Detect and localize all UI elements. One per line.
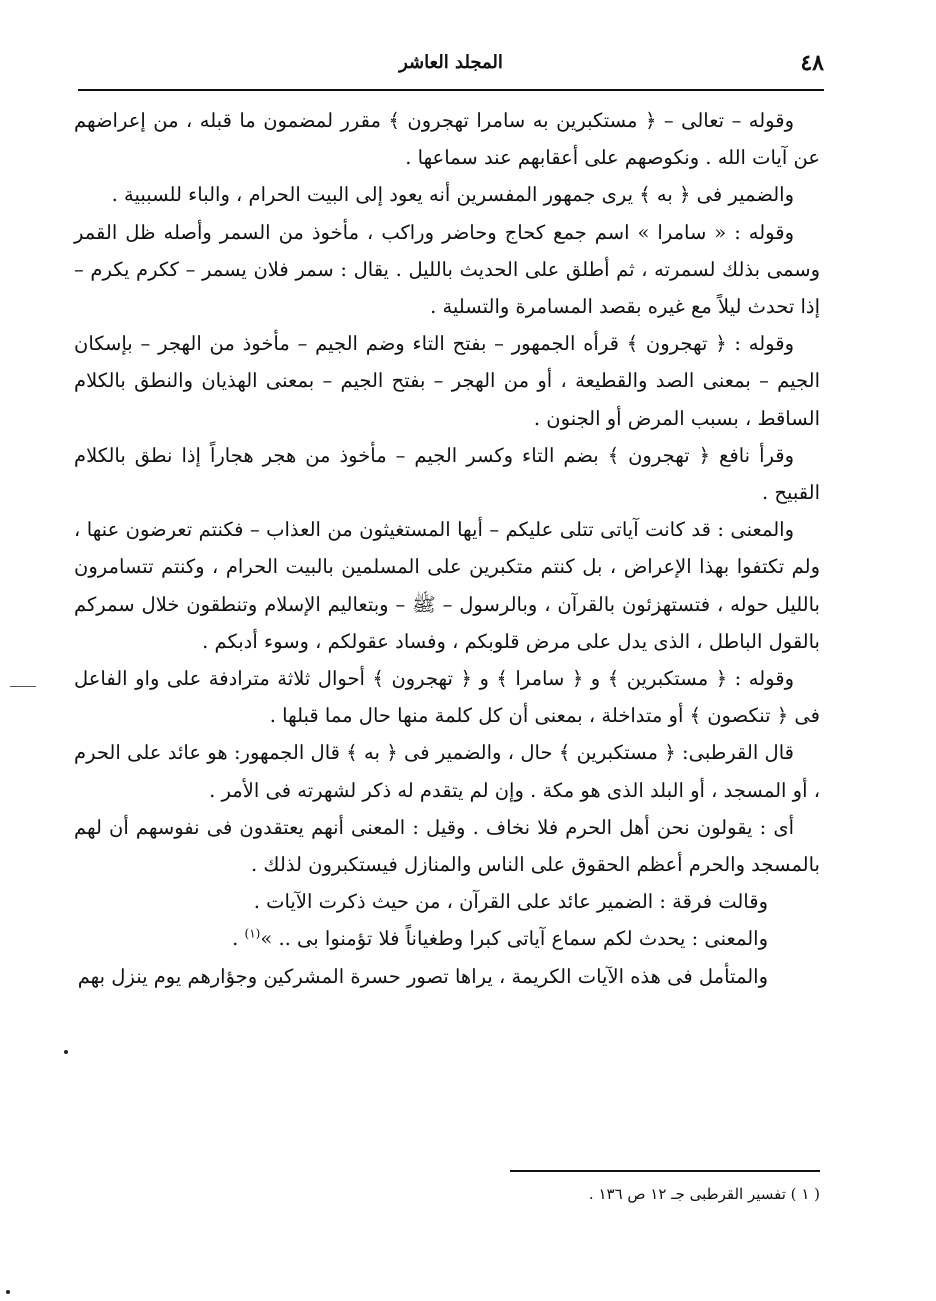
margin-mark xyxy=(10,686,36,687)
footnote: ( ١ ) تفسير القرطبى جـ ١٢ ص ١٣٦ . xyxy=(588,1185,820,1203)
paragraph: وقرأ نافع ﴿ تهجرون ﴾ بضم التاء وكسر الجيم – مأخوذ من هجر هجاراً إذا نطق بالكلام القبيح . xyxy=(74,443,820,505)
paragraph: والمتأمل فى هذه الآيات الكريمة ، يراها تصور حسرة المشركين وجؤارهم يوم ينزل بهم xyxy=(77,964,768,988)
paragraph: وقالت فرقة : الضمير عائد على القرآن ، من حيث ذكرت الآيات . xyxy=(253,890,768,914)
footnote-rule xyxy=(510,1170,820,1172)
body-text xyxy=(74,102,820,995)
paragraph-text: والمعنى : يحدث لكم سماع آياتى كبرا وطغياناً فلا تؤمنوا بى .. » xyxy=(260,927,768,951)
paragraph: قال القرطبى: ﴿ مستكبرين ﴾ حال ، والضمير فى ﴿ به ﴾ قال الجمهور: هو عائد على الحرم ، أو المسجد ، أو البلد الذى هو مكة . وإن لم يتقدم له ذكر لشهرته فى الأمر . xyxy=(74,741,820,802)
page-header xyxy=(78,46,824,86)
scan-speck xyxy=(6,1290,10,1294)
paragraph: وقوله : « سامرا » اسم جمع كحاج وحاضر وراكب ، مأخوذ من السمر وأصله ظل القمر وسمى بذلك لسمرته ، ثم أطلق على الحديث بالليل . يقال : سمر فلان يسمر – ككرم يكرم – إذا تحدث ليلاً مع غيره بقصد المسامرة والتسلية . xyxy=(74,220,820,319)
footnote-marker: (١) xyxy=(244,926,261,941)
paragraph: والمعنى : يحدث لكم سماع آياتى كبرا وطغياناً فلا تؤمنوا بى .. »$^{(١)}$ . xyxy=(232,926,768,951)
running-head: المجلد العاشر xyxy=(399,52,503,73)
paragraph: وقوله : ﴿ مستكبرين ﴾ و ﴿ سامرا ﴾ و ﴿ تهجرون ﴾ أحوال ثلاثة مترادفة على واو الفاعل فى ﴿ تنكصون ﴾ أو متداخلة ، بمعنى أن كل كلمة منها حال مما قبلها . xyxy=(74,667,820,728)
paragraph: والضمير فى ﴿ به ﴾ يرى جمهور المفسرين أنه يعود إلى البيت الحرام ، والباء للسببية . xyxy=(111,183,794,207)
page-number: ٤٨ xyxy=(800,50,824,76)
paragraph: وقوله – تعالى – ﴿ مستكبرين به سامرا تهجرون ﴾ مقرر لمضمون ما قبله ، من إعراضهم عن آيات الله . ونكوصهم على أعقابهم عند سماعها . xyxy=(74,109,820,170)
paragraph: أى : يقولون نحن أهل الحرم فلا نخاف . وقيل : المعنى أنهم يعتقدون فى نفوسهم أن لهم بالمسجد والحرم أعظم الحقوق على الناس والمنازل فيستكبرون لذلك . xyxy=(74,815,820,877)
paragraph: والمعنى : قد كانت آياتى تتلى عليكم – أيها المستغيثون من العذاب – فكنتم تعرضون عنها ، ولم تكتفوا بهذا الإعراض ، بل كنتم متكبرين على المسلمين بالبيت الحرام ، وكنتم تتسامرون بالليل حوله ، فتستهزئون بالقرآن ، وبالرسول – ﷺ – وبتعاليم الإسلام وتنطقون خلال سمركم بالقول الباطل ، الذى يدل على مرض قلوبكم ، وفساد عقولكم ، وسوء أدبكم . xyxy=(74,518,820,653)
paragraph: وقوله : ﴿ تهجرون ﴾ قرأه الجمهور – بفتح التاء وضم الجيم – مأخوذ من الهجر – بإسكان الجيم – بمعنى الصد والقطيعة ، أو من الهجر – بفتح الجيم – بمعنى الهذيان والنطق بالكلام الساقط ، بسبب المرض أو الجنون . xyxy=(74,332,820,430)
header-rule xyxy=(78,89,824,91)
scan-speck xyxy=(64,1050,68,1054)
